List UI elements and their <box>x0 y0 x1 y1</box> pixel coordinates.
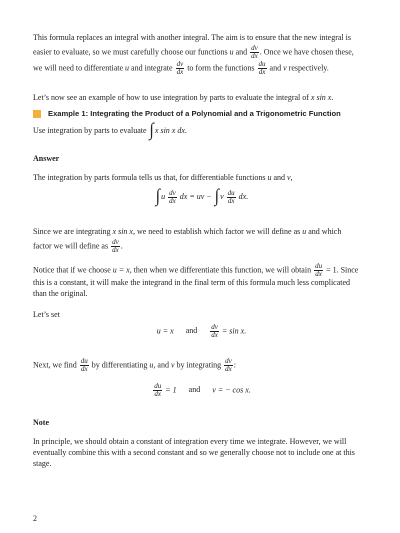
set-equations: u = x and $\frac{dv}{dx}$ = sin x. <box>156 323 247 339</box>
fraction-dv-dx: $\frac{dv}{dx}$ <box>176 59 184 76</box>
fraction-du-dx: $\frac{du}{dx}$ <box>315 262 323 278</box>
integral-sign-icon: ∫ <box>155 186 161 207</box>
fraction-dv-dx: $\frac{dv}{dx}$ <box>169 188 176 205</box>
intro-line-3: we will need to differentiate u and integrate $\frac{dv}{dx}$ to form the functions $\frac{du}{dx}$ and v respectively. <box>33 59 329 76</box>
fraction-du-dx: $\frac{du}{dx}$ <box>154 382 162 398</box>
intro-paragraph <box>33 33 370 76</box>
answer-paragraph-1: The integration by parts formula tells us that, for differentiable functions u and v, <box>33 173 293 182</box>
note-heading: Note <box>33 418 49 427</box>
fraction-du-dx: $\frac{du}{dx}$ <box>258 59 266 76</box>
lets-set-label: Let’s set <box>33 310 60 319</box>
answer-paragraph-2: Since we are integrating x sin x, we need to establish which factor we will define as u and which factor we will define as $\frac{dv}{dx}$ . <box>33 227 342 254</box>
integral-sign-icon: ∫ <box>149 120 154 141</box>
next-paragraph: Next, we find $\frac{du}{dx}$ by differentiating u, and v by integrating $\frac{dv}{dx}$ : <box>33 357 237 373</box>
fraction-du-dx: $\frac{du}{dx}$ <box>227 188 235 205</box>
example-title: Example 1: Integrating the Product of a Polynomial and a Trigonometric Function <box>33 109 370 119</box>
lets-see-paragraph: Let’s now see an example of how to use integration by parts to evaluate the integral of x sin x. <box>33 93 334 102</box>
fraction-dv-dx: $\frac{dv}{dx}$ <box>251 43 258 60</box>
fraction-dv-dx: $\frac{dv}{dx}$ <box>112 237 119 254</box>
fraction-du-dx: $\frac{du}{dx}$ <box>80 357 88 373</box>
intro-line-2: easier to evaluate, so we must carefully choose our functions u and $\frac{dv}{dx}$ . Once we have chosen these, <box>33 43 354 60</box>
integration-by-parts-formula: ∫u $\frac{dv}{dx}$ dx = uv − ∫v $\frac{du}{dx}$ dx. <box>155 186 249 207</box>
fraction-dv-dx: $\frac{dv}{dx}$ <box>225 357 232 373</box>
note-paragraph: In principle, we should obtain a constant of integration every time we integrate. However, we will eventually combine this with a second constant and so we generally choose not to include one at this stage. <box>33 437 355 468</box>
example-prompt: Use integration by parts to evaluate ∫x sin x dx. <box>33 120 187 141</box>
answer-heading: Answer <box>33 154 60 163</box>
intro-line-1: This formula replaces an integral with another integral. The aim is to ensure that the new integral is <box>33 33 351 42</box>
example-square-icon <box>33 110 41 118</box>
page-number: 2 <box>33 514 37 523</box>
integral-sign-icon: ∫ <box>214 186 220 207</box>
answer-paragraph-3: Notice that if we choose u = x, then when we differentiate this function, we will obtain $\frac{du}{dx}$ = 1. Since this is a constant, it will make the integrand in the final term of this formula much less complicated than the original. <box>33 262 359 298</box>
result-equations: $\frac{du}{dx}$ = 1 and v = − cos x. <box>154 382 251 398</box>
fraction-dv-dx: $\frac{dv}{dx}$ <box>211 323 218 339</box>
